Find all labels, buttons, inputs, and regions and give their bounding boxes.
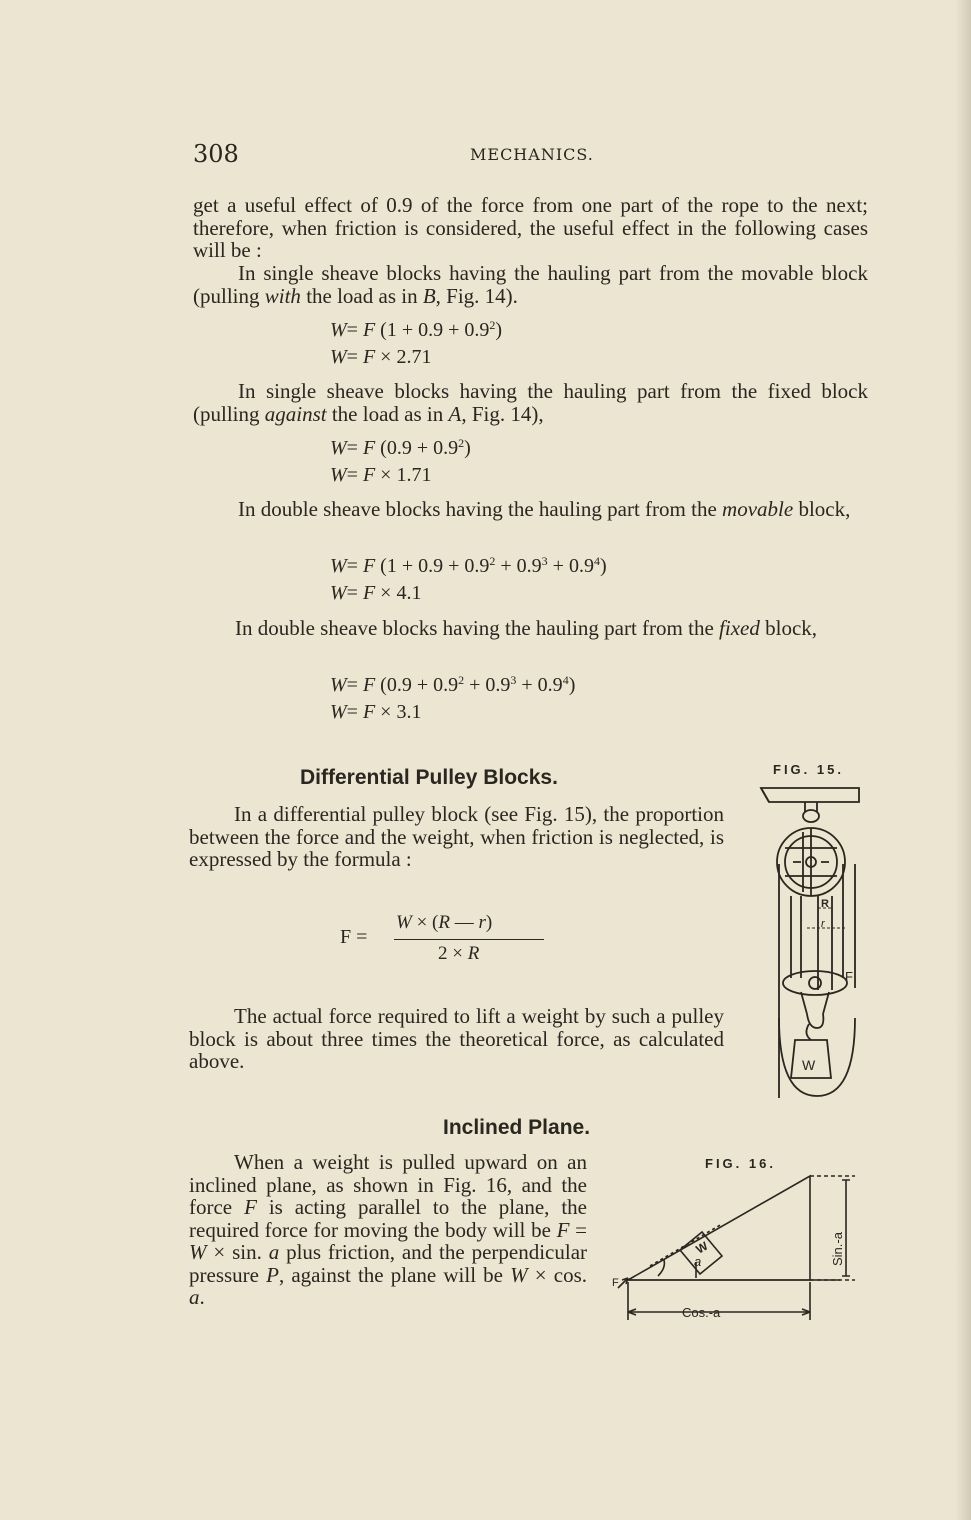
fig15-diagram [755,778,870,1103]
fig16-cos-label: Cos.-a [682,1305,721,1320]
inclined-force-symbol: F [244,1195,257,1219]
inclined-paragraph [189,1151,587,1309]
fig15-mark-W: W [802,1057,816,1073]
case1-text-a: In single sheave blocks having the hauling part from the movable block (pulling [193,261,868,308]
inclined-text-d: × sin. [206,1240,269,1264]
fig16-mark-F: F [612,1277,619,1289]
case2-emphasis: against [264,401,327,426]
differential-paragraph-2: The actual force required to lift a weight by such a pulley block is about three times the theoretical force, as calculated above. [189,1004,724,1073]
case1-emphasis: with [264,283,301,308]
case3-paragraph [193,498,868,521]
fig15-chain-loop [779,1018,855,1096]
page-edge-shadow [955,0,971,1520]
inclined-heading: Inclined Plane. [443,1116,591,1139]
inclined-text-h: . [199,1285,205,1309]
case2-paragraph [193,380,868,425]
case4-paragraph [193,617,868,640]
case2-equation-1: W= F $(0.9 + 0.9^2)$ [330,436,471,459]
inclined-text-b: is acting parallel to the plane, the required force for moving the body will be [189,1195,587,1242]
case2-text-a: In single sheave blocks having the hauling part from the fixed block (pulling [193,379,868,426]
intro-paragraph: get a useful effect of 0.9 of the force from one part of the rope to the next; therefore, when friction is considered, the useful effect in the following cases will be : [193,193,868,262]
inclined-weight-symbol: W [189,1240,207,1264]
case2-text-b: the load as in [326,401,449,426]
fig16-diagram [610,1170,865,1330]
differential-formula-denominator: 2 × R [438,943,480,964]
case1-paragraph [193,262,868,307]
case1-figure-ref: B [422,283,436,308]
case4-emphasis: fixed [719,616,760,640]
case2-equation-2: W= F × 1.71 [330,464,432,486]
differential-paragraph: In a differential pulley block (see Fig. 15), the proportion between the force and the weight, when friction is neglected, is expressed by the formula : [189,802,724,871]
fig15-lower-hook [807,1014,823,1028]
differential-formula-numerator: W × (R — r) [396,912,493,933]
case3-text-a: In double sheave blocks having the hauling part from the [238,497,723,521]
fig15-lower-block [783,971,847,995]
inclined-text-f: , against the plane will be [278,1262,511,1287]
page-number: 308 [193,140,239,168]
inclined-text-e: plus friction, and the perpendicular pressure [189,1240,588,1287]
fig16-mark-W: W [693,1238,711,1257]
case4-equation-1: W= F $(0.9 + 0.9^2 + 0.9^3 + 0.9^4)$ [330,673,576,696]
inclined-text-a: When a weight is pulled upward on an inclined plane, as shown in Fig. 16, and the force [189,1150,587,1219]
fig16-triangle [628,1176,810,1280]
inclined-angle-symbol: a [268,1240,280,1264]
differential-heading: Differential Pulley Blocks. [300,766,558,789]
case4-text-a: In double sheave blocks having the hauling part from the [235,616,720,640]
inclined-text-g: × cos. [527,1262,588,1287]
fig15-label: FIG. 15. [773,762,844,777]
fig15-beam [761,788,859,802]
case2-text-c: , Fig. 14), [461,401,544,426]
case1-text-c: , Fig. 14). [435,283,518,308]
running-title: MECHANICS. [470,145,594,164]
fig16-label: FIG. 16. [705,1156,776,1171]
case3-equation-1: W= F $(1 + 0.9 + 0.9^2 + 0.9^3 + 0.9^4)$ [330,554,607,577]
case1-equation-1: W= F $(1 + 0.9 + 0.9^2)$ [330,318,503,341]
differential-formula-lhs: F = [340,926,368,948]
case1-equation-2: W= F × 2.71 [330,346,432,368]
inclined-text-c: = [569,1217,588,1242]
case3-emphasis: movable [722,497,794,521]
fig15-hook-eye [803,810,819,822]
case1-text-b: the load as in [300,283,423,308]
inclined-weight-symbol-2: W [510,1262,528,1287]
case4-equation-2: W= F × 3.1 [330,701,422,723]
inclined-force-symbol-2: F [556,1217,570,1242]
fig15-mark-F: F [845,969,853,984]
case3-equation-2: W= F × 4.1 [330,582,422,604]
fig16-mark-a: a [694,1254,702,1269]
inclined-pressure-symbol: P [266,1262,279,1287]
fig16-sin-label: Sin.-a [830,1232,845,1266]
case3-text-b: block, [793,497,851,521]
inclined-angle-symbol-2: a [189,1285,200,1309]
case4-text-b: block, [759,616,818,640]
fig15-mark-R: R [821,898,829,910]
case2-figure-ref: A [448,401,462,426]
fraction-bar [394,939,544,940]
fig15-mark-r: r [821,918,825,930]
